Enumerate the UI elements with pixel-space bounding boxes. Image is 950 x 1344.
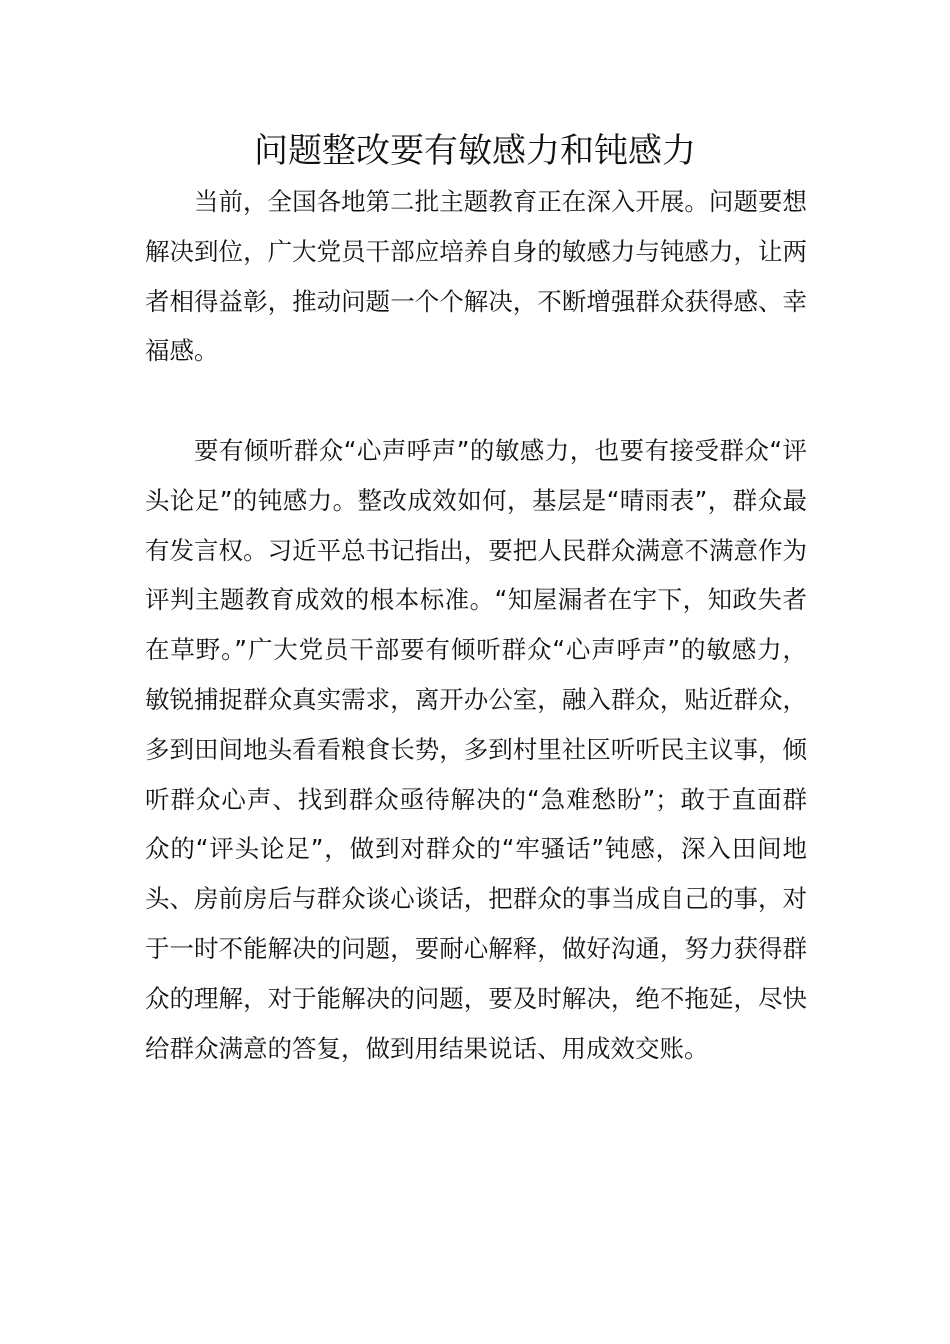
paragraph-body: 要有倾听群众“心声呼声”的敏感力，也要有接受群众“评头论足”的钝感力。整改成效如何，基层是“晴雨表”，群众最有发言权。习近平总书记指出，要把人民群众满意不满意作为评判主题教育成效的根本标准。“知屋漏者在宇下，知政失者在草野。”广大党员干部要有倾听群众“心声呼声”的敏感力，敏锐捕捉群众真实需求，离开办公室，融入群众，贴近群众，多到田间地头看看粮食长势，多到村里社区听听民主议事，倾听群众心声、找到群众亟待解决的“急难愁盼”；敢于直面群众的“评头论足”，做到对群众的“牢骚话”钝感，深入田间地头、房前房后与群众谈心谈话，把群众的事当成自己的事，对于一时不能解决的问题，要耐心解释，做好沟通，努力获得群众的理解，对于能解决的问题，要及时解决，绝不拖延，尽快给群众满意的答复，做到用结果说话、用成效交账。 [145, 436, 807, 1063]
document-title: 问题整改要有敏感力和钝感力 [254, 131, 696, 171]
paragraph-intro: 当前，全国各地第二批主题教育正在深入开展。问题要想解决到位，广大党员干部应培养自身的敏感力与钝感力，让两者相得益彰，推动问题一个个解决，不断增强群众获得感、幸福感。 [145, 187, 807, 366]
